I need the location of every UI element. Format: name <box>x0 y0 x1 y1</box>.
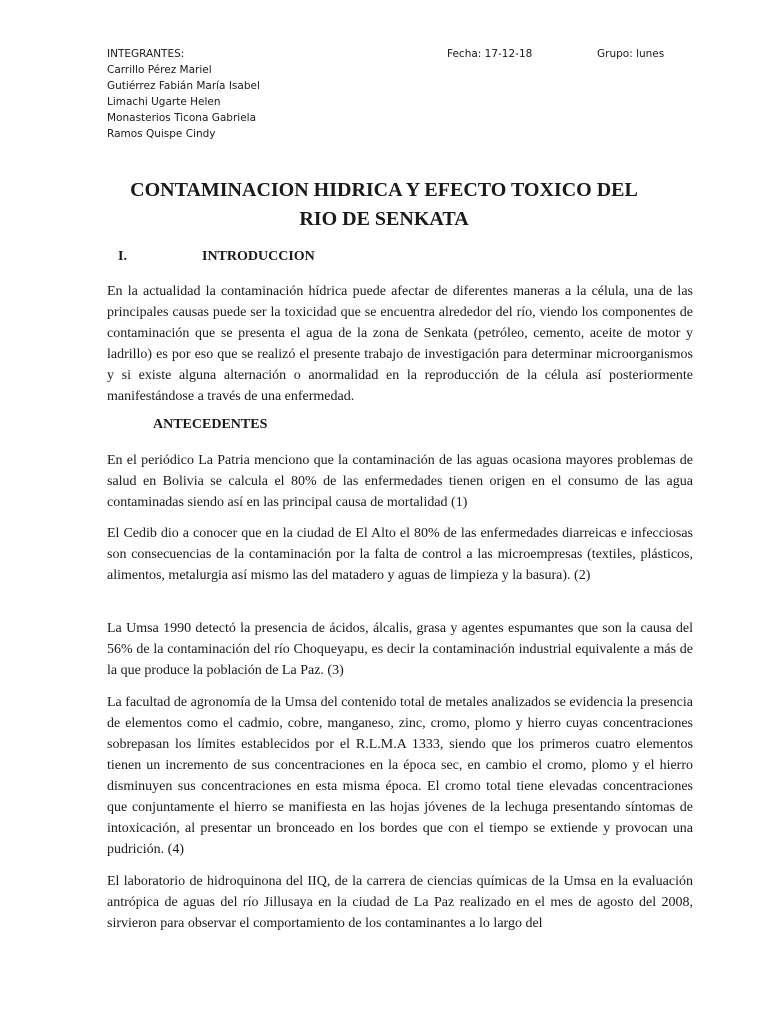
group-label: Grupo: lunes <box>597 48 665 60</box>
antecedentes-paragraph: La facultad de agronomía de la Umsa del contenido total de metales analizados se evidencia la presencia de elementos como el cadmio, cobre, manganeso, zinc, cromo, plomo y hierro cuyas concentraciones sobrepasan los límites establecidos por el R.L.M.A 1333, siendo que los primeros cuatro elementos tienen un incremento de sus concentraciones en la época sec, en cambio el cromo, plomo y el hierro disminuyen sus concentraciones en esta misma época. El cromo total tiene elevadas concentraciones que conjuntamente el hierro se manifiesta en las hojas jóvenes de la lechuga presentando síntomas de intoxicación, al presentar un bronceado en los bordes que con el tiempo se extiende y provocan una pudrición. (4) <box>107 695 693 857</box>
intro-paragraph: En la actualidad la contaminación hídrica puede afectar de diferentes maneras a la célula, una de las principales causas puede ser la toxicidad que se encuentra alrededor del río, viendo los componentes de contaminación que se presenta el agua de la zona de Senkata (petróleo, cemento, aceite de motor y ladrillo) es por eso que se realizó el presente trabajo de investigación para determinar microorganismos y si existe alguna alternación o anormalidad en la reproducción de la célula así posteriormente manifestándose a través de una enfermedad. <box>107 284 693 404</box>
integrantes-label: INTEGRANTES: <box>107 48 185 60</box>
member-name: Limachi Ugarte Helen <box>107 96 221 108</box>
document-title <box>100 176 668 234</box>
member-name: Carrillo Pérez Mariel <box>107 64 212 76</box>
title-line-1: CONTAMINACION HIDRICA Y EFECTO TOXICO DEL <box>130 179 638 201</box>
member-name: Gutiérrez Fabián María Isabel <box>107 80 260 92</box>
section-heading-antecedentes: ANTECEDENTES <box>153 417 268 432</box>
document-header <box>107 46 687 142</box>
title-line-2: RIO DE SENKATA <box>299 208 469 230</box>
antecedentes-paragraph: El laboratorio de hidroquinona del IIQ, de la carrera de ciencias químicas de la Umsa en la evaluación antrópica de aguas del río Jillusaya en la ciudad de La Paz realizado en el mes de agosto del 2008, sirvieron para observar el comportamiento de los contaminantes a lo largo del <box>107 874 693 931</box>
section-title: INTRODUCCION <box>202 249 315 264</box>
member-name: Monasterios Ticona Gabriela <box>107 112 256 124</box>
section-number: I. <box>118 249 127 264</box>
header-top-row <box>107 46 687 62</box>
antecedentes-paragraph: La Umsa 1990 detectó la presencia de ácidos, álcalis, grasa y agentes espumantes que son la causa del 56% de la contaminación del río Choqueyapu, es decir la contaminación industrial equivalente a más de la que produce la población de La Paz. (3) <box>107 621 693 678</box>
antecedentes-paragraph: El Cedib dio a conocer que en la ciudad de El Alto el 80% de las enfermedades diarreicas e infecciosas son consecuencias de la contaminación por la falta de control a las microempresas (textiles, plásticos, alimentos, metalurgia así mismo las del matadero y aguas de limpieza y la basura). (2) <box>107 526 693 583</box>
antecedentes-paragraph: En el periódico La Patria menciono que la contaminación de las aguas ocasiona mayores problemas de salud en Bolivia se calcula el 80% de las enfermedades tienen origen en el consumo de las agua contaminadas siendo así en las principal causa de mortalidad (1) <box>107 453 693 510</box>
section-heading-introduccion <box>118 249 315 265</box>
date-label: Fecha: 17-12-18 <box>447 48 533 60</box>
member-name: Ramos Quispe Cindy <box>107 128 216 140</box>
